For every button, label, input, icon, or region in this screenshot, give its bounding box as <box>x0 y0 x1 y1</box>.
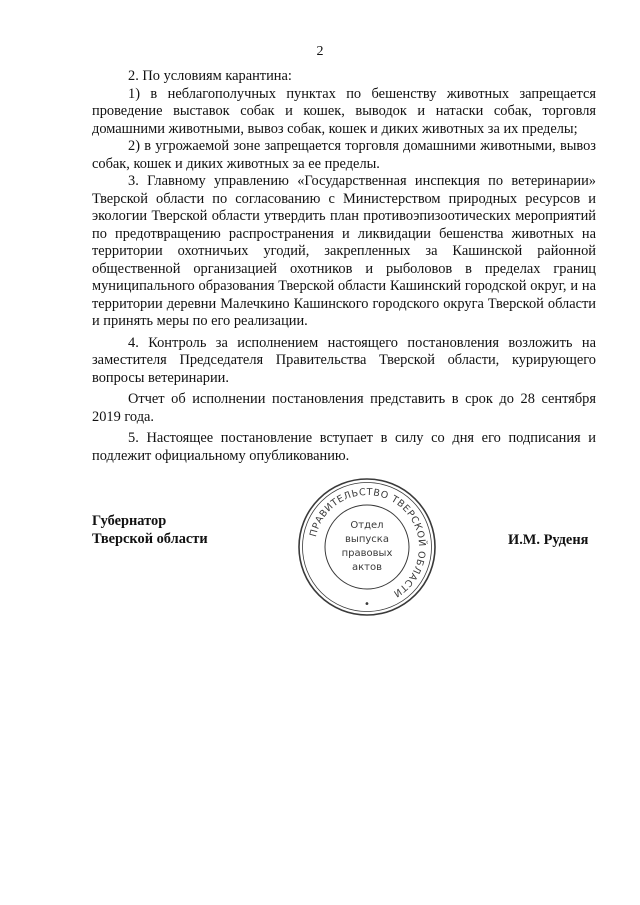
signatory-position <box>92 512 208 548</box>
signatory-name: И.М. Руденя <box>508 532 589 548</box>
seal-ring-text: ПРАВИТЕЛЬСТВО ТВЕРСКОЙ ОБЛАСТИ <box>308 486 428 600</box>
signatory-position-line1: Губернатор <box>92 513 167 529</box>
seal-inner-line-1: Отдел <box>350 520 384 531</box>
page-number: 2 <box>316 44 324 59</box>
paragraph-item-5: 5. Настоящее постановление вступает в силу со дня его подписания и подлежит официальному опубликованию. <box>92 430 596 464</box>
seal-inner-line-3: правовых <box>341 548 393 559</box>
paragraph-subitem-2: 2) в угрожаемой зоне запрещается торговля домашними животными, вывоз собак, кошек и диких животных за ее пределы. <box>92 138 596 172</box>
paragraph-quarantine-conditions: 2. По условиям карантина: <box>128 68 292 84</box>
seal-inner-line-2: выпуска <box>345 534 389 545</box>
seal-inner-line-4: актов <box>351 562 383 573</box>
paragraph-report-deadline: Отчет об исполнении постановления представить в срок до 28 сентября 2019 года. <box>92 391 596 425</box>
seal-bottom-star-icon: • <box>364 599 370 610</box>
document-body <box>92 68 596 465</box>
paragraph-item-3: 3. Главному управлению «Государственная инспекция по ветеринарии» Тверской области по согласованию с Министерством природных ресурсов и экологии Тверской области утвердить план противоэпизоотических мероприятий по предотвращению распространения и ликвидации бешенства животных на территории охотничьих угодий, закрепленных за Кашинской районной общественной организацией охотников и рыболовов в пределах границ муниципального образования Тверской области Кашинский городской округ, и на территории деревни Малечкино Кашинского городского округа Тверской области и принять меры по его реализации. <box>92 173 596 329</box>
official-seal <box>296 476 438 618</box>
paragraph-subitem-1: 1) в неблагополучных пунктах по бешенству животных запрещается проведение выставок собак и кошек, выводок и натаски собак, торговля домашними животными, вывоз собак, кошек и диких животных за их пределы; <box>92 85 596 137</box>
signatory-position-line2: Тверской области <box>92 531 208 547</box>
paragraph-item-4: 4. Контроль за исполнением настоящего постановления возложить на заместителя Председателя Правительства Тверской области, курирующего вопросы ветеринарии. <box>92 334 596 386</box>
